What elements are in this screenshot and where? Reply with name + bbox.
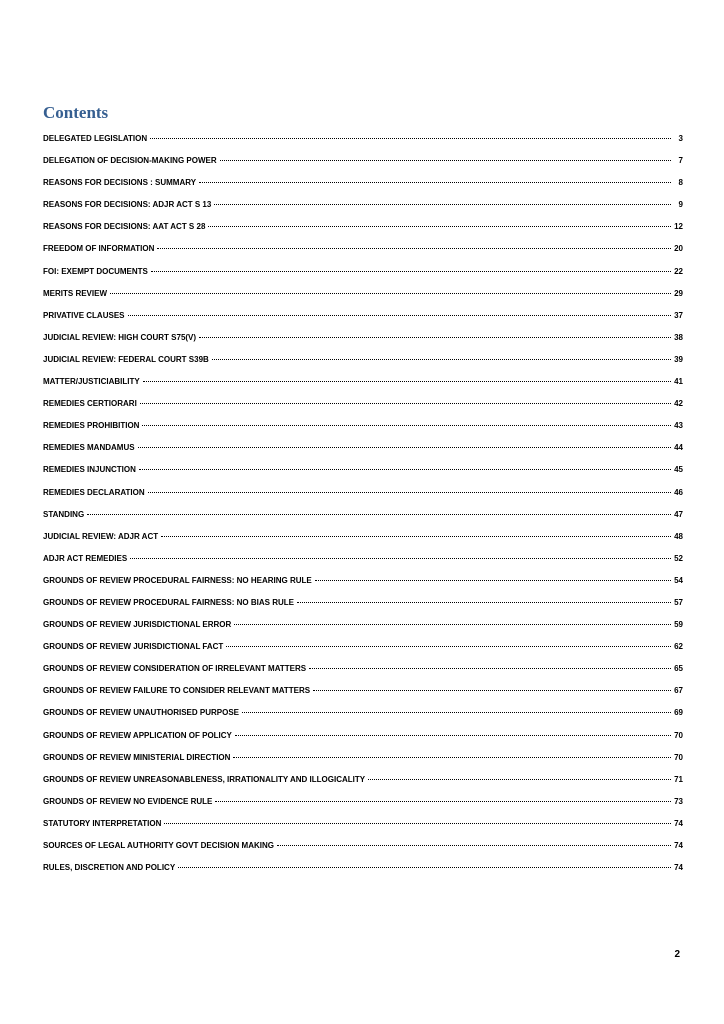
toc-dot-leader xyxy=(143,381,671,382)
toc-entry[interactable] xyxy=(43,510,683,532)
toc-dot-leader xyxy=(142,425,671,426)
toc-entry[interactable] xyxy=(43,598,683,620)
toc-entry[interactable] xyxy=(43,244,683,266)
toc-entry-page: 74 xyxy=(674,863,683,873)
toc-entry-page: 54 xyxy=(674,575,683,585)
toc-entry-title: MERITS REVIEW xyxy=(43,288,108,298)
toc-dot-leader xyxy=(226,646,671,647)
toc-entry-title: FREEDOM OF INFORMATION xyxy=(43,244,155,254)
toc-entry[interactable] xyxy=(43,267,683,289)
toc-entry-title: REMEDIES CERTIORARI xyxy=(43,399,137,409)
toc-dot-leader xyxy=(199,182,671,183)
toc-dot-leader xyxy=(161,536,671,537)
toc-entry[interactable] xyxy=(43,377,683,399)
toc-entry[interactable] xyxy=(43,178,683,200)
toc-entry[interactable] xyxy=(43,222,683,244)
toc-entry-title: JUDICIAL REVIEW: ADJR ACT xyxy=(43,531,159,541)
toc-dot-leader xyxy=(215,801,671,802)
toc-entry-title: GROUNDS OF REVIEW MINISTERIAL DIRECTION xyxy=(43,752,231,762)
toc-dot-leader xyxy=(178,867,671,868)
toc-dot-leader xyxy=(214,204,671,205)
toc-entry-page: 52 xyxy=(674,553,683,563)
toc-dot-leader xyxy=(139,469,671,470)
toc-entry-title: ADJR ACT REMEDIES xyxy=(43,553,128,563)
toc-dot-leader xyxy=(148,492,671,493)
toc-entry-page: 59 xyxy=(674,620,683,630)
toc-entry[interactable] xyxy=(43,200,683,222)
toc-entry-title: GROUNDS OF REVIEW UNREASONABLENESS, IRRATIONALITY AND ILLOGICALITY xyxy=(43,774,366,784)
toc-entry-page: 45 xyxy=(674,465,683,475)
toc-entry-title: STANDING xyxy=(43,509,85,519)
toc-entry-page: 57 xyxy=(674,597,683,607)
toc-entry-page: 74 xyxy=(674,818,683,828)
toc-entry-title: DELEGATED LEGISLATION xyxy=(43,134,148,143)
toc-dot-leader xyxy=(128,315,672,316)
toc-entry-page: 47 xyxy=(674,509,683,519)
toc-dot-leader xyxy=(242,712,671,713)
toc-entry-page: 44 xyxy=(674,443,683,453)
toc-entry-title: DELEGATION OF DECISION-MAKING POWER xyxy=(43,156,217,166)
toc-entry-title: REMEDIES DECLARATION xyxy=(43,487,145,497)
toc-dot-leader xyxy=(315,580,671,581)
toc-entry-page: 7 xyxy=(678,156,683,166)
toc-entry-title: REASONS FOR DECISIONS: AAT ACT S 28 xyxy=(43,222,206,232)
toc-entry-title: REMEDIES PROHIBITION xyxy=(43,421,140,431)
toc-entry[interactable] xyxy=(43,708,683,730)
toc-entry[interactable] xyxy=(43,311,683,333)
toc-entry-title: STATUTORY INTERPRETATION xyxy=(43,818,162,828)
toc-dot-leader xyxy=(212,359,671,360)
toc-entry-title: PRIVATIVE CLAUSES xyxy=(43,310,125,320)
toc-entry-title: RULES, DISCRETION AND POLICY xyxy=(43,863,176,873)
toc-entry-page: 41 xyxy=(674,377,683,387)
toc-dot-leader xyxy=(313,690,671,691)
toc-entry-title: REMEDIES INJUNCTION xyxy=(43,465,136,475)
toc-dot-leader xyxy=(233,757,671,758)
toc-entry-page: 38 xyxy=(674,332,683,342)
toc-entry-page: 46 xyxy=(674,487,683,497)
toc-entry[interactable] xyxy=(43,289,683,311)
toc-dot-leader xyxy=(208,226,671,227)
toc-entry-page: 12 xyxy=(674,222,683,232)
toc-entry-page: 39 xyxy=(674,354,683,364)
toc-entry[interactable] xyxy=(43,731,683,753)
toc-entry-title: JUDICIAL REVIEW: HIGH COURT S75(V) xyxy=(43,332,197,342)
toc-entry[interactable] xyxy=(43,753,683,775)
toc-entry-page: 62 xyxy=(674,642,683,652)
toc-dot-leader xyxy=(130,558,671,559)
toc-dot-leader xyxy=(220,160,671,161)
toc-entry-page: 70 xyxy=(674,730,683,740)
toc-entry-page: 29 xyxy=(674,288,683,298)
toc-entry[interactable] xyxy=(43,488,683,510)
toc-entry-title: REASONS FOR DECISIONS: ADJR ACT S 13 xyxy=(43,200,212,210)
toc-entry[interactable] xyxy=(43,863,683,885)
table-of-contents xyxy=(43,134,683,885)
toc-entry-page: 8 xyxy=(678,178,683,188)
toc-dot-leader xyxy=(140,403,671,404)
toc-entry-page: 48 xyxy=(674,531,683,541)
toc-entry-title: GROUNDS OF REVIEW APPLICATION OF POLICY xyxy=(43,730,232,740)
toc-entry-page: 22 xyxy=(674,266,683,276)
toc-entry[interactable] xyxy=(43,686,683,708)
toc-entry-page: 20 xyxy=(674,244,683,254)
toc-entry[interactable] xyxy=(43,465,683,487)
toc-entry-page: 70 xyxy=(674,752,683,762)
toc-dot-leader xyxy=(110,293,671,294)
toc-entry[interactable] xyxy=(43,664,683,686)
toc-entry-page: 69 xyxy=(674,708,683,718)
toc-entry-title: GROUNDS OF REVIEW JURISDICTIONAL FACT xyxy=(43,642,224,652)
toc-dot-leader xyxy=(234,624,671,625)
toc-entry-title: SOURCES OF LEGAL AUTHORITY GOVT DECISION MAKING xyxy=(43,841,274,850)
toc-entry-page: 71 xyxy=(674,774,683,784)
toc-entry[interactable] xyxy=(43,399,683,421)
toc-entry[interactable] xyxy=(43,576,683,598)
toc-dot-leader xyxy=(151,271,671,272)
toc-entry-page: 42 xyxy=(674,399,683,409)
toc-entry-page: 3 xyxy=(678,134,683,143)
toc-entry-page: 65 xyxy=(674,664,683,674)
toc-entry-title: GROUNDS OF REVIEW JURISDICTIONAL ERROR xyxy=(43,620,232,630)
toc-entry-title: GROUNDS OF REVIEW PROCEDURAL FAIRNESS: NO HEARING RULE xyxy=(43,575,312,585)
toc-entry-page: 73 xyxy=(674,796,683,806)
toc-dot-leader xyxy=(199,337,671,338)
toc-entry[interactable] xyxy=(43,620,683,642)
toc-entry[interactable] xyxy=(43,819,683,841)
toc-entry[interactable] xyxy=(43,642,683,664)
toc-entry-title: GROUNDS OF REVIEW FAILURE TO CONSIDER RELEVANT MATTERS xyxy=(43,686,311,696)
toc-dot-leader xyxy=(309,668,671,669)
toc-dot-leader xyxy=(277,845,671,846)
toc-entry[interactable] xyxy=(43,554,683,576)
toc-entry[interactable] xyxy=(43,355,683,377)
toc-entry-page: 37 xyxy=(674,310,683,320)
toc-entry[interactable] xyxy=(43,532,683,554)
toc-entry[interactable] xyxy=(43,841,683,863)
toc-dot-leader xyxy=(138,447,671,448)
toc-dot-leader xyxy=(87,514,671,515)
toc-dot-leader xyxy=(368,779,671,780)
toc-entry-title: GROUNDS OF REVIEW UNAUTHORISED PURPOSE xyxy=(43,708,240,718)
toc-entry[interactable] xyxy=(43,134,683,156)
toc-dot-leader xyxy=(157,248,671,249)
toc-dot-leader xyxy=(235,735,671,736)
toc-entry-title: REASONS FOR DECISIONS : SUMMARY xyxy=(43,178,197,188)
contents-heading: Contents xyxy=(43,103,109,122)
toc-dot-leader xyxy=(297,602,671,603)
toc-entry-title: GROUNDS OF REVIEW NO EVIDENCE RULE xyxy=(43,796,213,806)
toc-dot-leader xyxy=(164,823,671,824)
toc-entry-title: GROUNDS OF REVIEW PROCEDURAL FAIRNESS: NO BIAS RULE xyxy=(43,597,294,607)
toc-entry[interactable] xyxy=(43,156,683,178)
toc-entry[interactable] xyxy=(43,797,683,819)
toc-entry[interactable] xyxy=(43,421,683,443)
page-number: 2 xyxy=(674,949,680,960)
toc-dot-leader xyxy=(150,138,671,139)
toc-entry-title: REMEDIES MANDAMUS xyxy=(43,443,135,453)
toc-entry-page: 67 xyxy=(674,686,683,696)
toc-entry[interactable] xyxy=(43,333,683,355)
toc-entry-title: GROUNDS OF REVIEW CONSIDERATION OF IRRELEVANT MATTERS xyxy=(43,664,307,674)
toc-entry-title: MATTER/JUSTICIABILITY xyxy=(43,377,140,387)
toc-entry[interactable] xyxy=(43,443,683,465)
toc-entry-title: FOI: EXEMPT DOCUMENTS xyxy=(43,266,148,276)
toc-entry-title: JUDICIAL REVIEW: FEDERAL COURT S39B xyxy=(43,354,209,364)
toc-entry-page: 9 xyxy=(678,200,683,210)
toc-entry-page: 43 xyxy=(674,421,683,431)
toc-entry[interactable] xyxy=(43,775,683,797)
toc-entry-page: 74 xyxy=(674,841,683,850)
